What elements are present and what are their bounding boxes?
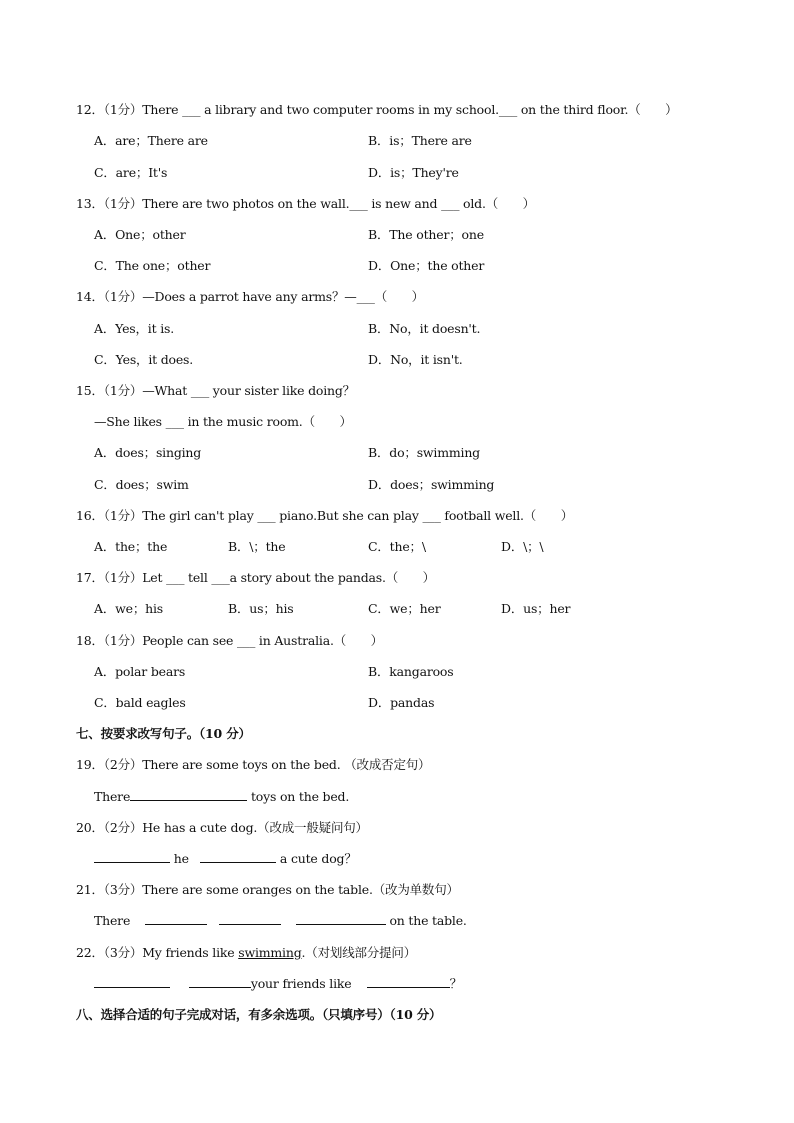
question-text: 15．（1分）—What ___ your sister like doing？ bbox=[76, 383, 355, 398]
options-row bbox=[0, 443, 794, 463]
option-d[interactable]: D．No，it isn't. bbox=[368, 352, 463, 367]
option-a[interactable]: A．Yes，it is. bbox=[94, 321, 174, 336]
options-row bbox=[0, 350, 794, 370]
answer-suffix: on the table. bbox=[385, 913, 467, 928]
question-text-pre: 22．（3分）My friends like bbox=[76, 945, 239, 960]
option-c[interactable]: C．bald eagles bbox=[94, 695, 186, 710]
answer-prefix: There bbox=[94, 789, 131, 804]
answer-blank[interactable] bbox=[94, 974, 170, 988]
option-c[interactable]: C．does；swim bbox=[94, 477, 189, 492]
question-19 bbox=[0, 755, 794, 775]
option-c[interactable]: C．the；\ bbox=[368, 539, 426, 554]
underlined-word: swimming bbox=[238, 945, 302, 960]
options-row bbox=[0, 662, 794, 682]
option-a[interactable]: A．polar bears bbox=[94, 664, 186, 679]
answer-blank[interactable] bbox=[94, 849, 170, 863]
question-text-continued: —She likes ___ in the music room.（ ） bbox=[94, 414, 352, 429]
options-row bbox=[0, 693, 794, 713]
option-c[interactable]: C．Yes，it does. bbox=[94, 352, 194, 367]
section-7-heading bbox=[0, 724, 794, 744]
question-13 bbox=[0, 194, 794, 214]
answer-line-22 bbox=[0, 974, 794, 994]
answer-line-19 bbox=[0, 787, 794, 807]
options-row bbox=[0, 599, 794, 619]
answer-prefix: There bbox=[94, 913, 131, 928]
options-row bbox=[0, 537, 794, 557]
options-row bbox=[0, 256, 794, 276]
question-text: 13．（1分）There are two photos on the wall.___ is new and ___ old.（ ） bbox=[76, 196, 535, 211]
answer-blank[interactable] bbox=[200, 849, 276, 863]
option-b[interactable]: B．The other；one bbox=[368, 227, 484, 242]
option-d[interactable]: D．us；her bbox=[501, 601, 571, 616]
option-b[interactable]: B．kangaroos bbox=[368, 664, 454, 679]
option-c[interactable]: C．The one；other bbox=[94, 258, 211, 273]
question-text: 12．（1分）There ___ a library and two computer rooms in my school.___ on the third floor.（ ） bbox=[76, 102, 678, 117]
option-a[interactable]: A．we；his bbox=[94, 601, 163, 616]
option-c[interactable]: C．are；It's bbox=[94, 165, 168, 180]
option-d[interactable]: D．is；They're bbox=[368, 165, 459, 180]
option-a[interactable]: A．are；There are bbox=[94, 133, 208, 148]
answer-row bbox=[94, 911, 467, 931]
question-12 bbox=[0, 100, 794, 120]
question-15 bbox=[0, 381, 794, 401]
section-8-heading bbox=[0, 1005, 794, 1025]
answer-row bbox=[94, 787, 349, 807]
options-row bbox=[0, 475, 794, 495]
answer-blank[interactable] bbox=[219, 911, 281, 925]
question-14 bbox=[0, 287, 794, 307]
answer-blank[interactable] bbox=[130, 787, 247, 801]
question-text: 19．（2分）There are some toys on the bed. （改成否定句） bbox=[76, 757, 431, 772]
question-17 bbox=[0, 568, 794, 588]
option-a[interactable]: A．One；other bbox=[94, 227, 186, 242]
answer-suffix: toys on the bed. bbox=[247, 789, 350, 804]
question-text: 18．（1分）People can see ___ in Australia.（ ） bbox=[76, 633, 383, 648]
answer-word: your friends like bbox=[250, 976, 356, 991]
question-text: 17．（1分）Let ___ tell ___a story about the pandas.（ ） bbox=[76, 570, 435, 585]
option-b[interactable]: B．\；the bbox=[228, 539, 286, 554]
option-b[interactable]: B．No，it doesn't. bbox=[368, 321, 481, 336]
option-b[interactable]: B．is；There are bbox=[368, 133, 472, 148]
answer-row bbox=[94, 974, 462, 994]
answer-blank[interactable] bbox=[296, 911, 386, 925]
answer-suffix: ？ bbox=[449, 976, 462, 991]
answer-suffix: a cute dog？ bbox=[276, 851, 357, 866]
section-title: 七、按要求改写句子。（10 分） bbox=[76, 726, 251, 741]
option-b[interactable]: B．us；his bbox=[228, 601, 294, 616]
options-row bbox=[0, 225, 794, 245]
answer-blank[interactable] bbox=[189, 974, 251, 988]
question-text: 16．（1分）The girl can't play ___ piano.But she can play ___ football well.（ ） bbox=[76, 508, 573, 523]
question-16 bbox=[0, 506, 794, 526]
answer-row bbox=[94, 849, 357, 869]
question-text bbox=[76, 943, 416, 963]
option-c[interactable]: C．we；her bbox=[368, 601, 441, 616]
question-text-post: .（对划线部分提问） bbox=[301, 945, 416, 960]
question-15-line2 bbox=[0, 412, 794, 432]
question-20 bbox=[0, 818, 794, 838]
option-a[interactable]: A．does；singing bbox=[94, 445, 202, 460]
option-d[interactable]: D．pandas bbox=[368, 695, 435, 710]
question-text: 20．（2分）He has a cute dog.（改成一般疑问句） bbox=[76, 820, 368, 835]
answer-blank[interactable] bbox=[145, 911, 207, 925]
option-d[interactable]: D．\；\ bbox=[501, 539, 544, 554]
option-d[interactable]: D．does；swimming bbox=[368, 477, 495, 492]
answer-line-21 bbox=[0, 911, 794, 931]
question-18 bbox=[0, 631, 794, 651]
section-title: 八、选择合适的句子完成对话，有多余选项。（只填序号）（10 分） bbox=[76, 1007, 442, 1022]
answer-blank[interactable] bbox=[367, 974, 450, 988]
option-a[interactable]: A．the；the bbox=[94, 539, 168, 554]
option-d[interactable]: D．One；the other bbox=[368, 258, 485, 273]
answer-word: he bbox=[170, 851, 193, 866]
options-row bbox=[0, 319, 794, 339]
options-row bbox=[0, 163, 794, 183]
question-22 bbox=[0, 943, 794, 963]
question-text: 14．（1分）—Does a parrot have any arms？—___（ ） bbox=[76, 289, 424, 304]
question-21 bbox=[0, 880, 794, 900]
answer-line-20 bbox=[0, 849, 794, 869]
question-text: 21．（3分）There are some oranges on the table.（改为单数句） bbox=[76, 882, 459, 897]
options-row bbox=[0, 131, 794, 151]
option-b[interactable]: B．do；swimming bbox=[368, 445, 480, 460]
